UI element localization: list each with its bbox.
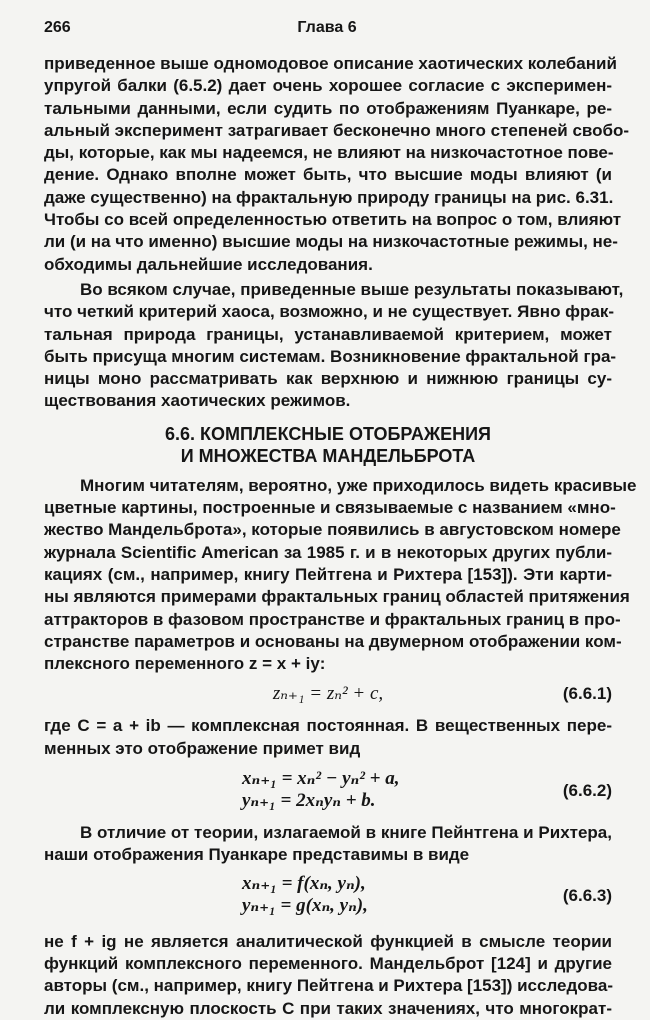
text-line: не f + ig не является аналитической функцией в смысле теории bbox=[44, 931, 612, 951]
text-line: ды, которые, как мы надеемся, не влияют на низкочастотное пове- bbox=[44, 143, 614, 163]
text-line: ницы моно рассматривать как верхнюю и нижнюю границы су- bbox=[44, 369, 612, 389]
equation-row: yₙ₊₁ = 2xₙyₙ + b. bbox=[242, 790, 376, 812]
paragraph-6 bbox=[44, 931, 612, 1020]
section-heading-line: И МНОЖЕСТВА МАНДЕЛЬБРОТА bbox=[180, 445, 476, 466]
paragraph-4 bbox=[44, 715, 612, 760]
text-line: журнала Scientific American за 1985 г. и в некоторых других публи- bbox=[44, 542, 612, 562]
text-line: приведенное выше одномодовое описание хаотических колебаний bbox=[44, 54, 617, 73]
text-line: где C = a + ib — комплексная постоянная. В вещественных пере- bbox=[44, 716, 612, 736]
paragraph-3 bbox=[44, 475, 637, 676]
text-line: что четкий критерий хаоса, возможно, и не существует. Явно фрак- bbox=[44, 302, 615, 322]
text-line: дение. Однако вполне может быть, что высшие моды влияют (и bbox=[44, 165, 612, 185]
text-line: Многим читателям, вероятно, уже приходилось видеть красивые bbox=[80, 475, 637, 495]
text-line: быть присуща многим системам. Возникновение фрактальной гра- bbox=[44, 346, 617, 366]
text-line: ны являются примерами фрактальных границ областей притяжения bbox=[44, 587, 630, 607]
text-line: тальными данными, если судить по отображениям Пуанкаре, ре- bbox=[44, 98, 612, 118]
equation-6-6-3 bbox=[44, 873, 612, 921]
equation-6-6-1 bbox=[44, 683, 612, 707]
text-line: наши отображения Пуанкаре представимы в виде bbox=[44, 845, 470, 865]
text-line: авторы (см., например, книгу Пейтгена и Рихтера [153]) исследова- bbox=[44, 976, 613, 996]
text-line: аттракторов в фазовом пространстве и фрактальных границ в про- bbox=[44, 609, 621, 629]
text-line: менных это отображение примет вид bbox=[44, 738, 361, 758]
section-heading bbox=[44, 423, 612, 467]
equation-number: (6.6.1) bbox=[562, 684, 612, 704]
equation-expression: zₙ₊₁ = zₙ² + c, bbox=[272, 683, 384, 705]
paragraph-1 bbox=[44, 53, 630, 276]
text-line: жество Мандельброта», которые появились в августовском номере bbox=[44, 520, 621, 540]
text-line: В отличие от теории, излагаемой в книге Пейнтгена и Рихтера, bbox=[80, 823, 612, 843]
equation-row: yₙ₊₁ = g(xₙ, yₙ), bbox=[242, 894, 368, 916]
page-number: 266 bbox=[44, 19, 71, 36]
text-line: ли (и на что именно) высшие моды на низкочастотные режимы, не- bbox=[44, 232, 618, 252]
running-header bbox=[44, 19, 610, 43]
equation-row: xₙ₊₁ = f(xₙ, yₙ), bbox=[242, 872, 366, 894]
text-line: странстве параметров и основаны на двумерном отображении ком- bbox=[44, 631, 622, 651]
text-line: упругой балки (6.5.2) дает очень хорошее согласие с эксперимен- bbox=[44, 76, 612, 96]
text-line: тальная природа границы, устанавливаемой критерием, может bbox=[44, 324, 612, 344]
text-line: Чтобы со всей определенностью ответить на вопрос о том, влияют bbox=[44, 210, 622, 230]
section-heading-line: 6.6. КОМПЛЕКСНЫЕ ОТОБРАЖЕНИЯ bbox=[164, 423, 491, 444]
text-line: даже существенно) на фрактальную природу границы на рис. 6.31. bbox=[44, 187, 614, 207]
text-line: Во всяком случае, приведенные выше результаты показывают, bbox=[80, 279, 624, 299]
text-line: обходимы дальнейшие исследования. bbox=[44, 254, 373, 274]
equation-number: (6.6.3) bbox=[562, 885, 612, 905]
text-line: цветные картины, построенные и связываемые с названием «мно- bbox=[44, 498, 616, 518]
equation-number: (6.6.2) bbox=[562, 781, 612, 801]
text-line: ществования хаотических режимов. bbox=[44, 391, 351, 411]
text-line: кациях (см., например, книгу Пейтгена и Рихтера [153]). Эти карти- bbox=[44, 564, 612, 584]
paragraph-2 bbox=[44, 279, 624, 413]
text-line: ли комплексную плоскость C при таких значениях, что многократ- bbox=[44, 998, 612, 1018]
page-body bbox=[44, 53, 637, 1020]
text-line: плексного переменного z = x + iy: bbox=[44, 654, 326, 674]
paragraph-5 bbox=[44, 822, 612, 867]
equation-row: xₙ₊₁ = xₙ² − yₙ² + a, bbox=[242, 768, 400, 790]
text-line: функций комплексного переменного. Мандельброт [124] и другие bbox=[44, 953, 612, 973]
text-line: альный эксперимент затрагивает бесконечно много степеней свобо- bbox=[44, 120, 630, 140]
equation-6-6-2 bbox=[44, 768, 612, 816]
chapter-title: Глава 6 bbox=[297, 19, 357, 36]
